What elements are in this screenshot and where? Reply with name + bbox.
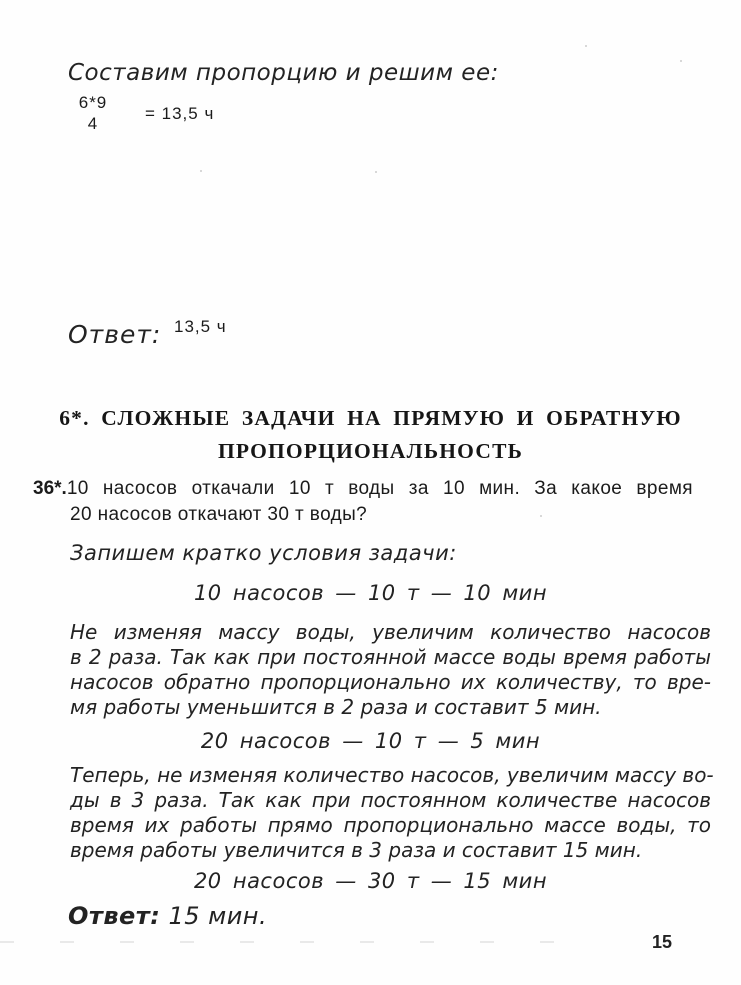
page-number: 15	[652, 932, 673, 952]
paragraph-line: время их работы прямо пропорционально массе воды, то	[70, 813, 711, 837]
answer-value-previous: 13,5 ч	[174, 317, 227, 336]
paragraph-line: Теперь, не изменяя количество насосов, увеличим массу во-	[70, 763, 714, 787]
scan-speck	[585, 45, 587, 47]
solution-paragraph-1	[70, 620, 711, 720]
paragraph-line: насосов обратно пропорционально их количеству, то вре-	[70, 670, 711, 694]
fraction	[72, 92, 114, 134]
answer-label-previous: Ответ:	[68, 320, 162, 349]
scan-speck	[375, 171, 377, 173]
problem-number: 36*.	[33, 478, 67, 499]
section-heading-line2: ПРОПОРЦИОНАЛЬНОСТЬ	[217, 439, 524, 463]
scan-artifact-line	[0, 941, 560, 943]
problem-statement	[33, 476, 693, 528]
fraction-numerator: 6*9	[78, 93, 108, 112]
answer-final	[68, 902, 267, 930]
scan-speck	[200, 170, 202, 172]
section-heading-line1: 6*. СЛОЖНЫЕ ЗАДАЧИ НА ПРЯМУЮ И ОБРАТНУЮ	[59, 406, 682, 430]
problem-text-line1: 10 насосов откачали 10 т воды за 10 мин. За какое время	[66, 478, 693, 499]
condition-scheme-3: 20 насосов — 30 т — 15 мин	[193, 869, 548, 893]
paragraph-line: время работы увеличится в 3 раза и составит 15 мин.	[70, 838, 643, 862]
previous-solution-intro: Составим пропорцию и решим ее:	[68, 60, 499, 86]
fraction-denominator: 4	[87, 114, 99, 133]
solution-paragraph-2	[70, 763, 714, 863]
fraction-result: = 13,5 ч	[145, 104, 215, 123]
paragraph-line: мя работы уменьшится в 2 раза и составит 5 мин.	[70, 695, 602, 719]
answer-value-final: 15 мин.	[168, 902, 268, 930]
solution-intro: Запишем кратко условия задачи:	[70, 541, 457, 565]
problem-statement-line1	[33, 476, 693, 502]
answer-label-final: Ответ:	[68, 902, 161, 930]
problem-statement-line2: 20 насосов откачают 30 т воды?	[70, 504, 368, 525]
scan-speck	[680, 60, 682, 62]
paragraph-line: в 2 раза. Так как при постоянной массе воды время работы	[70, 645, 711, 669]
paragraph-line: Не изменяя массу воды, увеличим количество насосов	[70, 620, 711, 644]
scan-speck	[540, 515, 542, 517]
paragraph-line: ды в 3 раза. Так как при постоянном количестве насосов	[70, 788, 711, 812]
condition-scheme-1: 10 насосов — 10 т — 10 мин	[193, 581, 548, 605]
condition-scheme-2: 20 насосов — 10 т — 5 мин	[200, 729, 541, 753]
section-heading	[0, 402, 741, 468]
